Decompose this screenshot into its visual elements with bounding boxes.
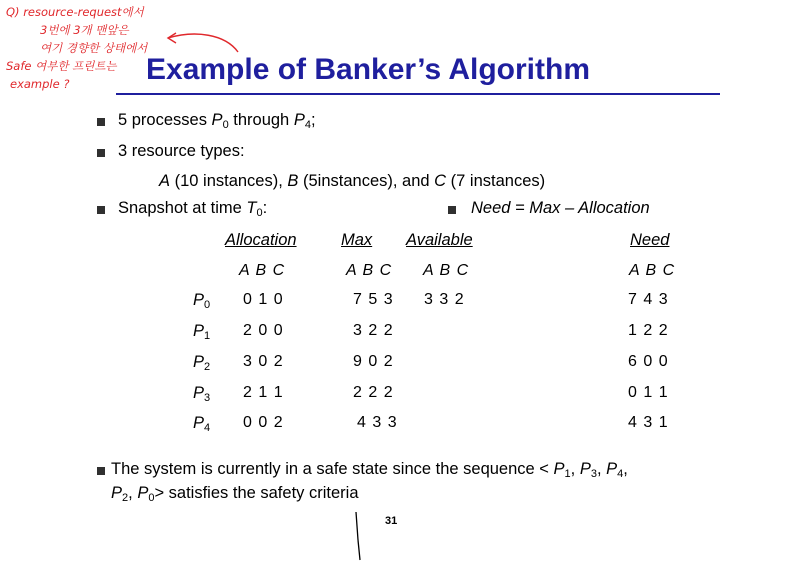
- need-cell: 7 4 3: [628, 291, 669, 308]
- handwritten-arrow-line: [168, 34, 238, 52]
- handwritten-note-line-1: Q) resource-request에서: [6, 5, 144, 19]
- max-cell: 2 2 2: [353, 384, 394, 401]
- process-label: $P_1$: [193, 322, 211, 342]
- max-cell: 4 3 3: [357, 414, 398, 431]
- title-underline: [116, 93, 720, 95]
- subheader-allocation: A B C: [239, 262, 286, 279]
- allocation-cell: 0 0 2: [243, 414, 284, 431]
- allocation-cell: 2 0 0: [243, 322, 284, 339]
- max-cell: 9 0 2: [353, 353, 394, 370]
- subheader-need: A B C: [629, 262, 676, 279]
- subheader-available: A B C: [423, 262, 470, 279]
- handwritten-note-line-5: example ?: [10, 77, 70, 91]
- bullet-safe-state-line-2: $P_2$, $P_0>$ satisfies the safety criteria: [111, 484, 359, 504]
- process-label: $P_0$: [193, 291, 211, 311]
- bullet-snapshot: Snapshot at time $T_0$:: [118, 199, 268, 219]
- slide-title: Example of Banker’s Algorithm: [146, 53, 590, 86]
- bullet-safe-state-line-1: The system is currently in a safe state since the sequence < $P_1$, $P_3$, $P_4$,: [111, 460, 628, 480]
- process-label: $P_3$: [193, 384, 211, 404]
- need-cell: 1 2 2: [628, 322, 669, 339]
- handwritten-note-line-3: 여기 경향한 상태에서: [40, 41, 148, 55]
- subheader-max: A B C: [346, 262, 393, 279]
- available-cell: 3 3 2: [424, 291, 465, 308]
- header-allocation: Allocation: [225, 231, 297, 249]
- bullet-marker: [97, 118, 105, 126]
- bullet-resource-types: 3 resource types:: [118, 142, 245, 160]
- header-need: Need: [630, 231, 670, 249]
- need-cell: 6 0 0: [628, 353, 669, 370]
- bullet-marker: [448, 206, 456, 214]
- max-cell: 7 5 3: [353, 291, 394, 308]
- page-number: 31: [385, 515, 398, 527]
- resource-instances-line: A (10 instances), B (5instances), and C (7 instances): [159, 172, 546, 190]
- pen-stroke-mark: [356, 512, 360, 560]
- bullet-processes: 5 processes $P_0$ through $P_4$;: [118, 111, 316, 131]
- handwritten-note-line-4: Safe 여부한 프린트는: [6, 59, 117, 73]
- process-label: $P_2$: [193, 353, 211, 373]
- header-max: Max: [341, 231, 373, 249]
- max-cell: 3 2 2: [353, 322, 394, 339]
- need-formula: Need = Max – Allocation: [471, 199, 650, 217]
- header-available: Available: [406, 231, 473, 249]
- need-cell: 4 3 1: [628, 414, 669, 431]
- bullet-marker: [97, 149, 105, 157]
- bullet-marker: [97, 467, 105, 475]
- bullet-marker: [97, 206, 105, 214]
- handwritten-note-line-2: 3번에 3개 맨앞은: [40, 23, 129, 37]
- allocation-cell: 3 0 2: [243, 353, 284, 370]
- allocation-cell: 2 1 1: [243, 384, 284, 401]
- allocation-cell: 0 1 0: [243, 291, 284, 308]
- need-cell: 0 1 1: [628, 384, 669, 401]
- process-label: $P_4$: [193, 414, 211, 434]
